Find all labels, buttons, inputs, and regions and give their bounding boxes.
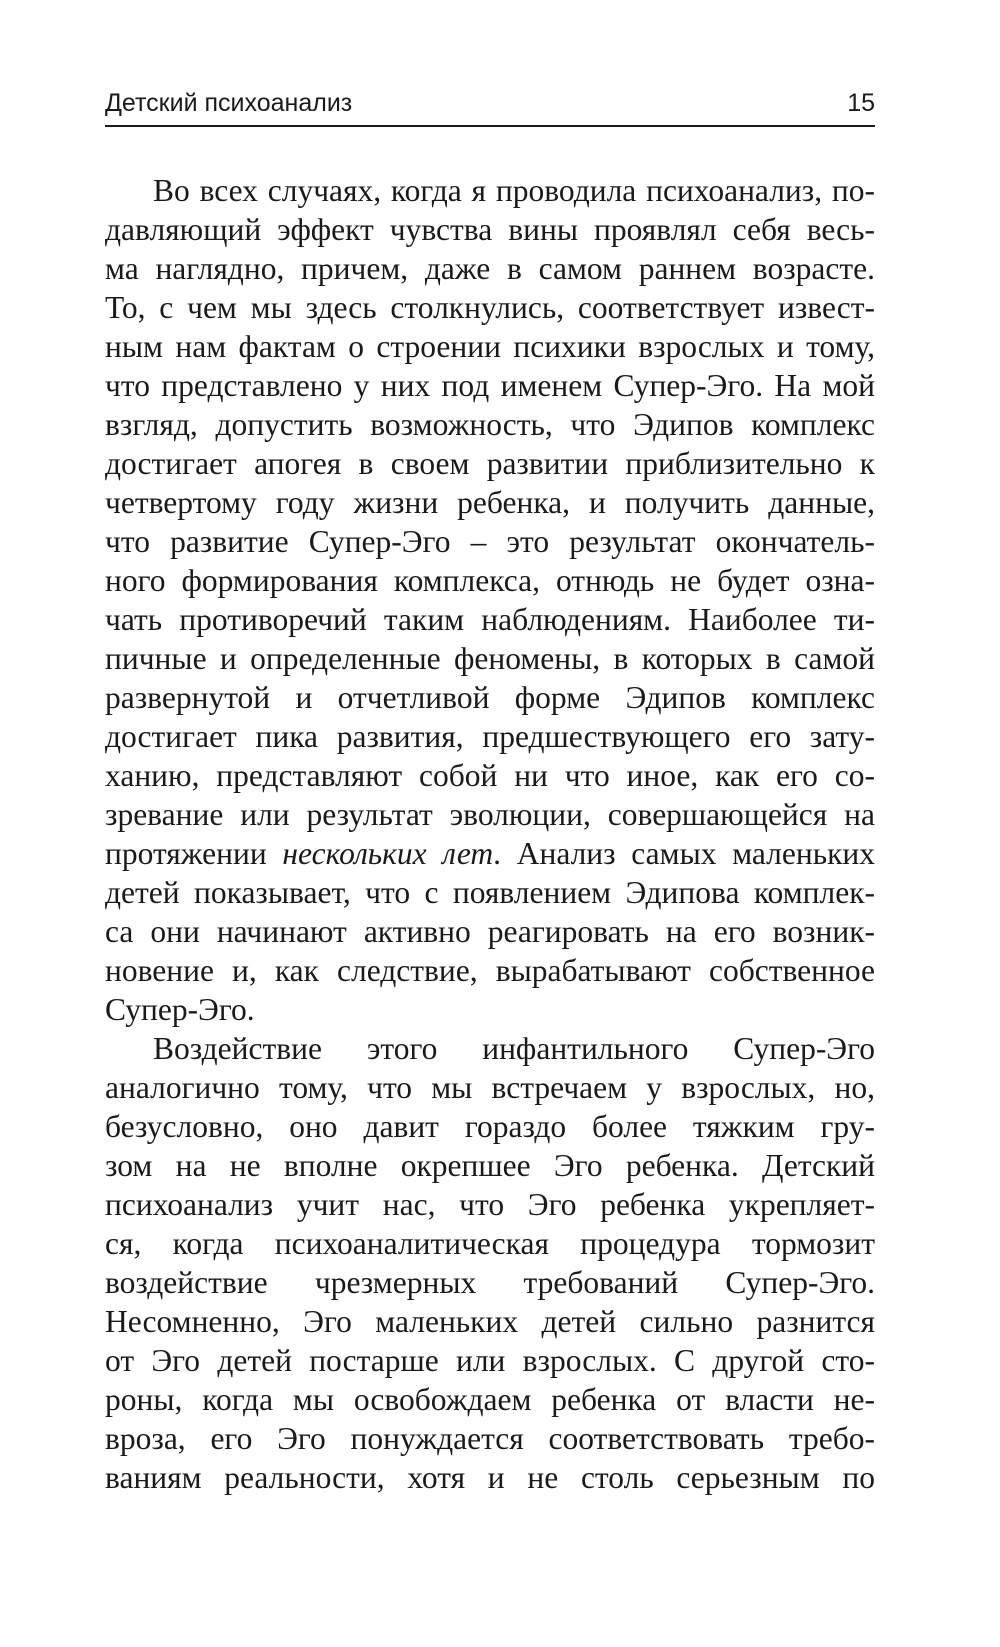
body-text xyxy=(105,171,875,1497)
text-line: ваниям реальности, хотя и не столь серьезным по xyxy=(105,1460,875,1495)
text-line: новение и, как следствие, вырабатывают собственное xyxy=(105,953,875,988)
text-line: что развитие Супер-Эго – это результат окончатель- xyxy=(105,524,875,559)
text-line: давляющий эффект чувства вины проявлял себя весь- xyxy=(105,212,875,247)
text-line: То, с чем мы здесь столкнулись, соответствует извест- xyxy=(105,290,875,325)
text-line: ханию, представляют собой ни что иное, как его со- xyxy=(105,758,875,793)
text-line-with-italic xyxy=(105,834,875,873)
text-line: психоанализ учит нас, что Эго ребенка укрепляет- xyxy=(105,1187,875,1222)
text-line: детей показывает, что с появлением Эдипова комплек- xyxy=(105,875,875,910)
text-line: что представлено у них под именем Супер-Эго. На мой xyxy=(105,368,875,403)
text-line: ся, когда психоаналитическая процедура тормозит xyxy=(105,1226,875,1261)
header-rule xyxy=(105,125,875,127)
text-line: четвертому году жизни ребенка, и получить данные, xyxy=(105,485,875,520)
text-line: достигает пика развития, предшествующего его зату- xyxy=(105,719,875,754)
running-title: Детский психоанализ xyxy=(105,89,353,117)
text-line: вроза, его Эго понуждается соответствовать требо- xyxy=(105,1421,875,1456)
italic-text-segment: нескольких лет xyxy=(282,836,494,871)
text-line: развернутой и отчетливой форме Эдипов комплекс xyxy=(105,680,875,715)
text-line: пичные и определенные феномены, в которых в самой xyxy=(105,641,875,676)
text-line: от Эго детей постарше или взрослых. С другой сто- xyxy=(105,1343,875,1378)
text-line: зом на не вполне окрепшее Эго ребенка. Детский xyxy=(105,1148,875,1183)
text-line: Во всех случаях, когда я проводила психоанализ, по- xyxy=(153,173,875,208)
text-line: ным нам фактам о строении психики взрослых и тому, xyxy=(105,329,875,364)
text-line: воздействие чрезмерных требований Супер-Эго. xyxy=(105,1265,875,1300)
text-line: зревание или результат эволюции, совершающейся на xyxy=(105,797,875,832)
text-line: ма наглядно, причем, даже в самом раннем возрасте. xyxy=(105,251,875,286)
text-line: взгляд, допустить возможность, что Эдипов комплекс xyxy=(105,407,875,442)
text-line: Несомненно, Эго маленьких детей сильно разнится xyxy=(105,1304,875,1339)
text-line: роны, когда мы освобождаем ребенка от власти не- xyxy=(105,1382,875,1417)
text-line: ного формирования комплекса, отнюдь не будет озна- xyxy=(105,563,875,598)
text-line: Воздействие этого инфантильного Супер-Эго xyxy=(153,1031,875,1066)
page-number: 15 xyxy=(847,89,875,117)
text-line: са они начинают активно реагировать на его возник- xyxy=(105,914,875,949)
text-segment: протяжении xyxy=(105,836,283,871)
text-segment: . Анализ самых маленьких xyxy=(493,836,876,871)
text-line: аналогично тому, что мы встречаем у взрослых, но, xyxy=(105,1070,875,1105)
text-line: Супер-Эго. xyxy=(105,992,255,1027)
text-line: чать противоречий таким наблюдениям. Наиболее ти- xyxy=(105,602,875,637)
text-line: достигает апогея в своем развитии приблизительно к xyxy=(105,446,875,481)
text-line: безусловно, оно давит гораздо более тяжким гру- xyxy=(105,1109,875,1144)
running-header xyxy=(105,88,875,128)
